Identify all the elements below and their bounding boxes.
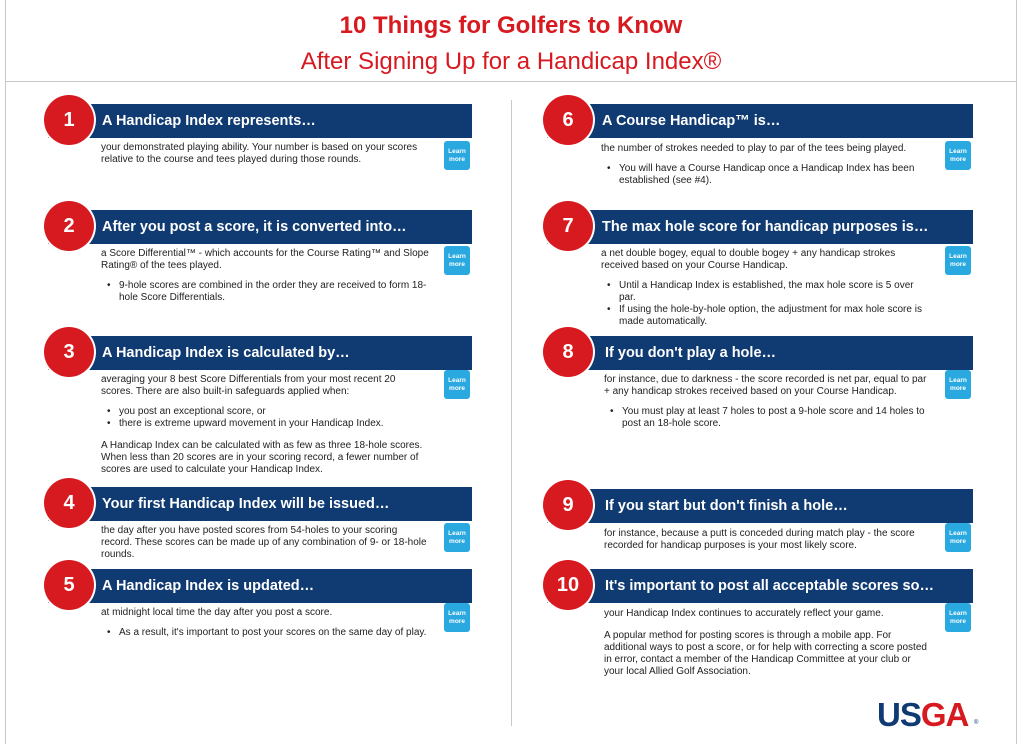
item-number-badge: 10 bbox=[543, 560, 593, 610]
item-heading: Your first Handicap Index will be issued… bbox=[102, 496, 390, 512]
learn-more-button[interactable]: Learn more bbox=[945, 246, 971, 275]
learn-more-button[interactable]: Learn more bbox=[945, 603, 971, 632]
item-number-badge: 7 bbox=[543, 201, 593, 251]
item-heading: A Handicap Index is updated… bbox=[102, 578, 315, 594]
item-description: a net double bogey, equal to double bogey + any handicap strokes received based on your Course Handicap. bbox=[601, 248, 896, 271]
item-bullet-list bbox=[604, 406, 930, 430]
item-description: the day after you have posted scores from 54-holes to your scoring record. These scores can be made up of any combination of 9- or 18-hole rounds. bbox=[101, 525, 427, 560]
item-heading: After you post a score, it is converted into… bbox=[102, 219, 407, 235]
item-description: averaging your 8 best Score Differentials from your most recent 20 scores. There are also built-in safeguards applied when: bbox=[101, 374, 396, 397]
item-heading: The max hole score for handicap purposes is… bbox=[602, 219, 929, 235]
item-body bbox=[101, 142, 429, 166]
bullet-item: • 9-hole scores are combined in the order they are received to form 18-hole Score Differentials. bbox=[107, 280, 429, 304]
bullet-item: • You must play at least 7 holes to post a 9-hole score and 14 holes to post an 18-hole score. bbox=[610, 406, 930, 430]
item-bullet-list bbox=[101, 627, 429, 639]
bullet-item: • Until a Handicap Index is established, the max hole score is 5 over par. bbox=[607, 280, 930, 304]
item-body bbox=[101, 607, 429, 639]
column-divider bbox=[511, 100, 512, 726]
item-number-badge: 2 bbox=[44, 201, 94, 251]
item-heading: A Handicap Index is calculated by… bbox=[102, 345, 350, 361]
item-description: your demonstrated playing ability. Your number is based on your scores relative to the course and tees played during those rounds. bbox=[101, 142, 418, 165]
item-number-badge: 3 bbox=[44, 327, 94, 377]
item-body bbox=[604, 608, 930, 678]
item-number-badge: 4 bbox=[44, 478, 94, 528]
learn-more-button[interactable]: Learn more bbox=[945, 523, 971, 552]
item-description: at midnight local time the day after you post a score. bbox=[101, 607, 333, 618]
item-number-badge: 9 bbox=[543, 480, 593, 530]
header-divider bbox=[5, 81, 1017, 82]
item-description: for instance, due to darkness - the score recorded is net par, equal to par + any handicap strokes received based on your Course Handicap. bbox=[604, 374, 927, 397]
item-description: your Handicap Index continues to accurately reflect your game. bbox=[604, 608, 884, 619]
item-number-badge: 5 bbox=[44, 560, 94, 610]
bullet-item: • you post an exceptional score, or bbox=[107, 406, 429, 418]
item-body bbox=[601, 143, 930, 187]
learn-more-button[interactable]: Learn more bbox=[945, 141, 971, 170]
item-heading: If you don't play a hole… bbox=[605, 345, 777, 361]
item-heading: If you start but don't finish a hole… bbox=[605, 498, 848, 514]
bullet-item: • If using the hole-by-hole option, the adjustment for max hole score is made automatically. bbox=[607, 304, 930, 328]
item-body bbox=[604, 528, 930, 552]
item-number-badge: 8 bbox=[543, 327, 593, 377]
item-bullet-list bbox=[601, 163, 930, 187]
bullet-item: • there is extreme upward movement in your Handicap Index. bbox=[107, 418, 429, 430]
learn-more-button[interactable]: Learn more bbox=[444, 246, 470, 275]
bullet-item: • As a result, it's important to post your scores on the same day of play. bbox=[107, 627, 429, 639]
item-bullet-list bbox=[601, 280, 930, 328]
learn-more-button[interactable]: Learn more bbox=[444, 523, 470, 552]
item-number-badge: 6 bbox=[543, 95, 593, 145]
page-subtitle: After Signing Up for a Handicap Index® bbox=[300, 48, 722, 75]
item-bullet-list bbox=[101, 406, 429, 430]
item-followup: A Handicap Index can be calculated with as few as three 18-hole scores. When less than 20 scores are in your scoring record, a fewer number of scores are used to calculate your Handicap Index. bbox=[101, 440, 423, 475]
logo-registered-mark: ® bbox=[974, 720, 979, 726]
item-body bbox=[604, 374, 930, 430]
item-bullet-list bbox=[101, 280, 429, 304]
item-body bbox=[101, 248, 429, 304]
item-heading: It's important to post all acceptable scores so… bbox=[605, 578, 934, 594]
learn-more-button[interactable]: Learn more bbox=[945, 370, 971, 399]
item-description: for instance, because a putt is conceded during match play - the score recorded for handicap purposes is your most likely score. bbox=[604, 528, 915, 551]
item-number-badge: 1 bbox=[44, 95, 94, 145]
item-body bbox=[101, 525, 429, 561]
item-description: the number of strokes needed to play to par of the tees being played. bbox=[601, 143, 907, 154]
learn-more-button[interactable]: Learn more bbox=[444, 603, 470, 632]
usga-logo bbox=[877, 698, 977, 732]
item-followup: A popular method for posting scores is through a mobile app. For additional ways to post a score, or for help with correcting a score posted in error, contact a member of the Handicap Committee at your club or your local Allied Golf Association. bbox=[604, 630, 927, 677]
item-description: a Score Differential™ - which accounts for the Course Rating™ and Slope Rating® of the tees played. bbox=[101, 248, 429, 271]
learn-more-button[interactable]: Learn more bbox=[444, 141, 470, 170]
bullet-item: • You will have a Course Handicap once a Handicap Index has been established (see #4). bbox=[607, 163, 930, 187]
item-body bbox=[601, 248, 930, 328]
item-heading: A Handicap Index represents… bbox=[102, 113, 316, 129]
item-heading: A Course Handicap™ is… bbox=[602, 113, 781, 129]
learn-more-button[interactable]: Learn more bbox=[444, 370, 470, 399]
item-body bbox=[101, 374, 429, 476]
page-title: 10 Things for Golfers to Know bbox=[339, 12, 683, 39]
logo-text: USGA bbox=[877, 696, 969, 733]
